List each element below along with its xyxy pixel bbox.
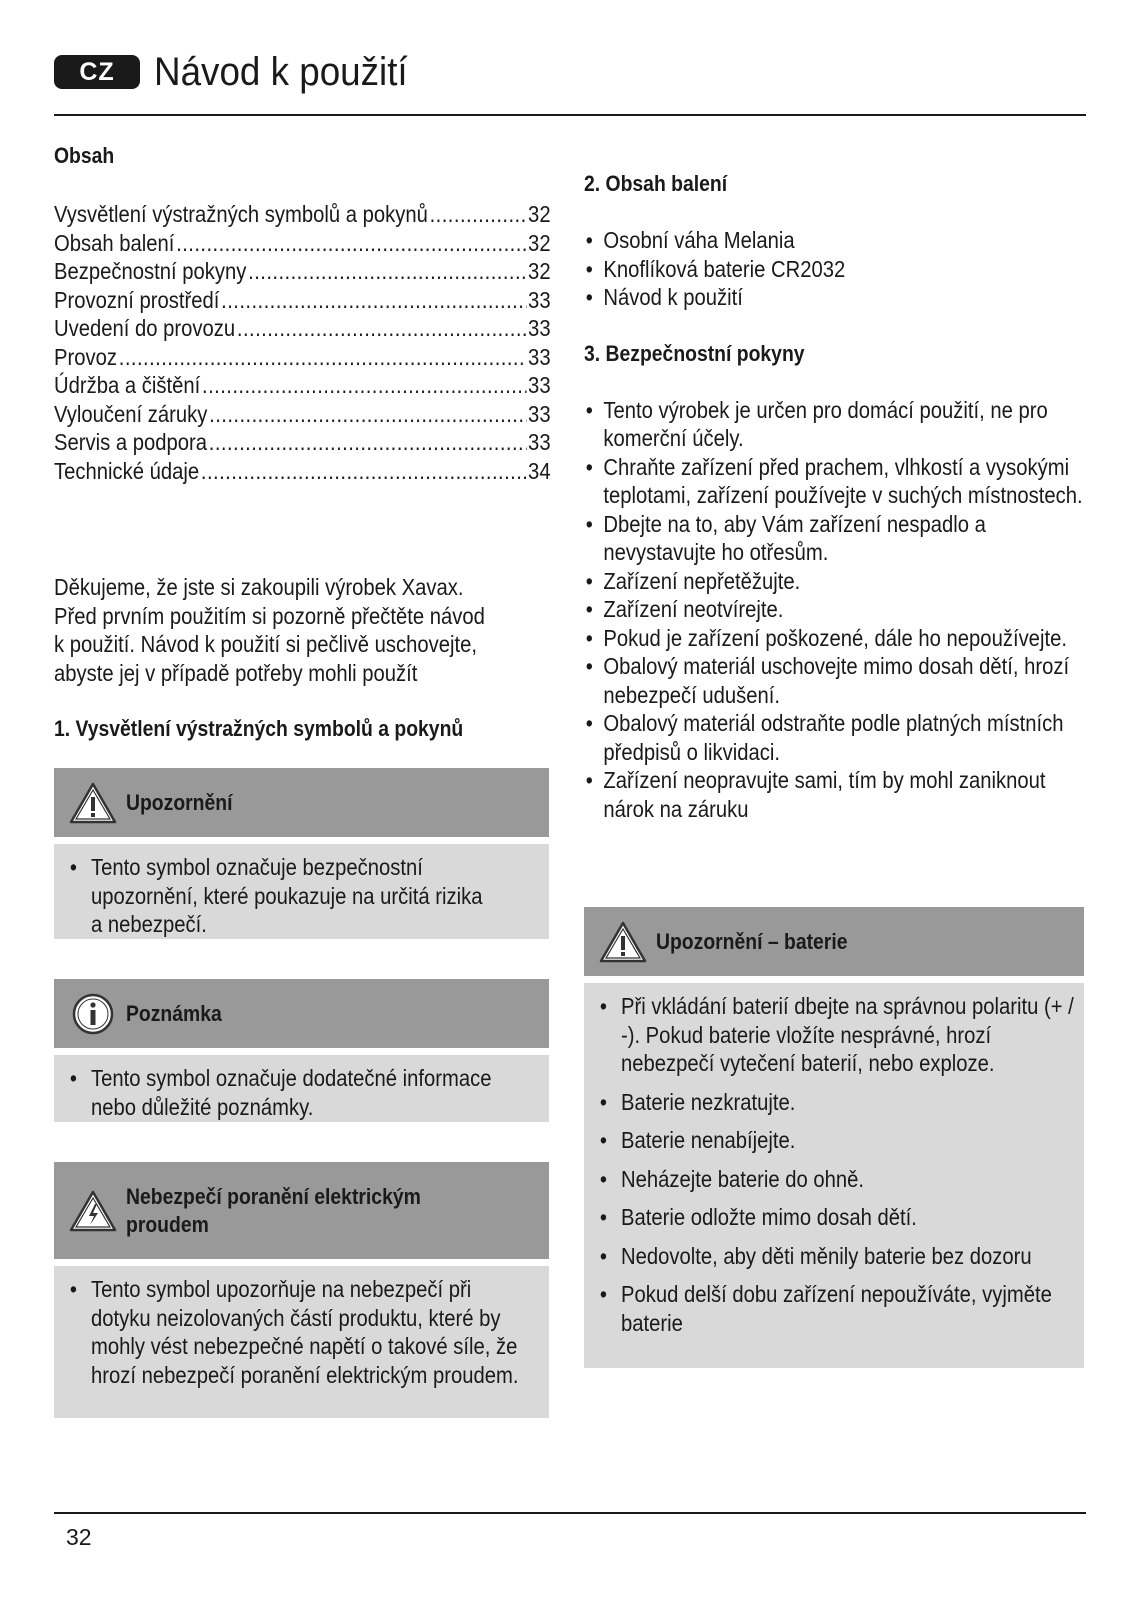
electric-hazard-box [54, 1162, 549, 1418]
toc-entry-page: 33 [528, 286, 551, 313]
toc-entry-page: 33 [528, 429, 551, 455]
electric-hazard-box-text: • Tento symbol upozorňuje na nebezpečí při dotyku neizolovaných částí produktu, které by mohly vést nebezpečné napětí o takové síle, že hrozí nebezpečí poranění elektrickým proudem. [54, 1275, 520, 1389]
toc-entry [54, 286, 551, 315]
toc-entry [54, 371, 551, 400]
page-number: 32 [66, 1524, 92, 1550]
list-item: • Tento výrobek je určen pro domácí použití, ne pro komerční účely. [584, 396, 1086, 453]
list-item: • Baterie nezkratujte. [584, 1088, 1077, 1117]
language-badge: CZ [54, 55, 140, 89]
list-item: • Knoflíková baterie CR2032 [584, 255, 1086, 284]
toc-entry [54, 229, 551, 258]
toc-entry-page: 33 [528, 372, 551, 398]
section3-heading: 3. Bezpečnostní pokyny [584, 340, 805, 366]
list-item: • Pokud delší dobu zařízení nepoužíváte, vyjměte baterie [584, 1280, 1077, 1337]
toc-entry [54, 257, 551, 286]
toc-entry-label: Vysvětlení výstražných symbolů a pokynů [54, 201, 428, 227]
footer-rule [54, 1512, 1086, 1514]
note-box-header [54, 979, 549, 1048]
page-header [54, 44, 1086, 116]
toc-entry-page: 32 [528, 258, 551, 284]
list-item: • Neházejte baterie do ohně. [584, 1165, 1077, 1194]
toc-entry-label: Bezpečnostní pokyny [54, 258, 247, 284]
warning-triangle-icon [68, 778, 118, 828]
toc-entry-page: 33 [528, 343, 551, 370]
note-box-text: • Tento symbol označuje dodatečné informace nebo důležité poznámky. [54, 1064, 494, 1121]
battery-warning-box-header [584, 907, 1084, 976]
list-item: • Při vkládání baterií dbejte na správnou polaritu (+ / -). Pokud baterie vložíte nesprávné, hrozí nebezpečí vytečení baterií, nebo exploze. [584, 992, 1077, 1078]
page-title: Návod k použití [154, 50, 408, 94]
intro-line: k použití. Návod k použití si pečlivě uschovejte, [54, 631, 478, 657]
toc-entry-page: 33 [528, 400, 551, 427]
note-box-title: Poznámka [126, 1000, 222, 1026]
section2-heading: 2. Obsah balení [584, 171, 728, 196]
list-item: • Zařízení neotvírejte. [584, 595, 1086, 624]
toc-entry [54, 457, 551, 486]
toc-entry-page: 32 [528, 201, 551, 227]
intro-line: Před prvním použitím si pozorně přečtěte návod [54, 602, 485, 629]
toc-entry-page: 34 [528, 457, 551, 484]
warning-box-body [54, 844, 549, 939]
list-item: • Baterie nenabíjejte. [584, 1126, 1077, 1155]
battery-warning-box [584, 907, 1084, 1368]
warning-box-title: Upozornění [126, 789, 233, 815]
toc-entry-label: Uvedení do provozu [54, 315, 236, 341]
package-contents-list [584, 226, 1086, 312]
electric-hazard-box-header [54, 1162, 549, 1259]
toc-entry-label: Provozní prostředí [54, 286, 220, 313]
list-item: • Zařízení neopravujte sami, tím by mohl zaniknout nárok na záruku [584, 766, 1086, 823]
battery-warning-box-body [584, 983, 1084, 1368]
toc-entry-label: Technické údaje [54, 457, 200, 484]
toc-entry-page: 33 [528, 315, 551, 341]
list-item: • Obalový materiál odstraňte podle platných místních předpisů o likvidaci. [584, 709, 1086, 766]
toc-entry-label: Provoz [54, 343, 118, 370]
list-item: • Zařízení nepřetěžujte. [584, 567, 1086, 596]
battery-warning-box-title: Upozornění – baterie [656, 928, 848, 954]
intro-line: Děkujeme, že jste si zakoupili výrobek Xavax. [54, 574, 464, 600]
warning-box [54, 768, 549, 939]
list-item: • Obalový materiál uschovejte mimo dosah dětí, hrozí nebezpečí udušení. [584, 652, 1086, 709]
warning-box-header [54, 768, 549, 837]
warning-triangle-icon [598, 917, 648, 967]
left-column [54, 138, 551, 1388]
note-box [54, 979, 549, 1122]
note-box-body [54, 1055, 549, 1122]
toc-entry-label: Obsah balení [54, 229, 175, 256]
toc-entry [54, 314, 551, 343]
toc-entry-label: Servis a podpora [54, 429, 208, 455]
intro-paragraph [54, 573, 551, 687]
list-item: • Pokud je zařízení poškozené, dále ho nepoužívejte. [584, 624, 1086, 653]
section1-heading: 1. Vysvětlení výstražných symbolů a pokynů [54, 716, 464, 741]
toc-entry-label: Vyloučení záruky [54, 400, 208, 427]
toc-entry-page: 32 [528, 229, 551, 256]
list-item: • Nedovolte, aby děti měnily baterie bez dozoru [584, 1242, 1077, 1271]
right-column [584, 138, 1084, 1336]
toc-heading: Obsah [54, 143, 115, 168]
electric-hazard-box-title: Nebezpečí poranění elektrickým proudem [126, 1183, 421, 1237]
list-item: • Dbejte na to, aby Vám zařízení nespadlo a nevystavujte ho otřesům. [584, 510, 1086, 567]
table-of-contents [54, 200, 551, 485]
info-circle-icon [68, 989, 118, 1039]
safety-instructions-list [584, 396, 1086, 824]
electric-hazard-icon [68, 1186, 118, 1236]
electric-hazard-box-body [54, 1266, 549, 1418]
toc-entry [54, 200, 551, 229]
list-item: • Osobní váha Melania [584, 226, 1086, 255]
toc-entry [54, 428, 551, 457]
intro-line: abyste jej v případě potřeby mohli použít [54, 659, 418, 686]
toc-entry [54, 343, 551, 372]
list-item: • Chraňte zařízení před prachem, vlhkostí a vysokými teplotami, zařízení používejte v suchých místnostech. [584, 453, 1086, 510]
toc-entry-label: Údržba a čištění [54, 372, 201, 398]
list-item: • Návod k použití [584, 283, 1086, 312]
toc-entry [54, 400, 551, 429]
list-item: • Baterie odložte mimo dosah dětí. [584, 1203, 1077, 1232]
warning-box-text: • Tento symbol označuje bezpečnostní upozornění, které poukazuje na určitá rizika a nebezpečí. [54, 853, 494, 939]
